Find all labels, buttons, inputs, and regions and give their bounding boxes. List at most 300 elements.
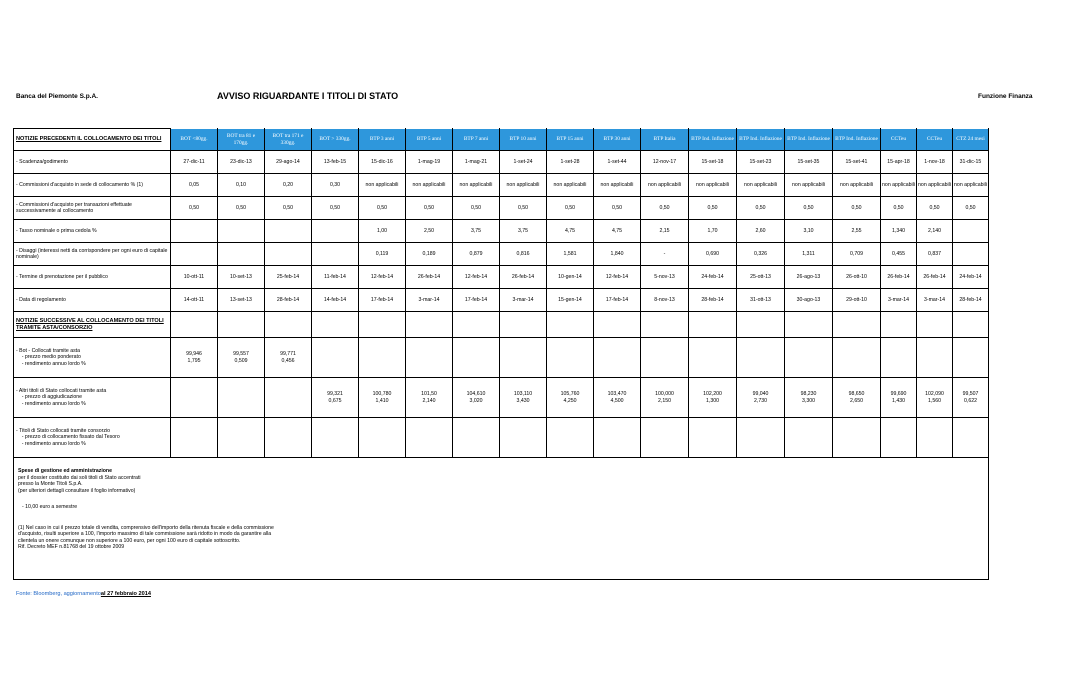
table-cell: 13-set-13: [218, 289, 265, 312]
row-label-line: - rendimento annuo lordo %: [16, 360, 86, 367]
row-label-line: - prezzo di aggiudicazione: [16, 394, 83, 401]
table-row: [14, 220, 989, 243]
column-header: CCTeu: [881, 129, 917, 151]
yield-value: 1,560: [928, 397, 941, 404]
yield-value: 0,509: [234, 357, 248, 364]
table-cell: [785, 338, 833, 378]
row-label-line: - Bot - Collocati tramite asta: [16, 347, 81, 354]
table-cell: 1,840: [594, 243, 641, 266]
table-cell: 8-nov-13: [641, 289, 689, 312]
table-cell: [547, 312, 594, 338]
table-cell: 12-feb-14: [453, 266, 500, 289]
table-cell: 0,50: [547, 197, 594, 220]
table-cell: [406, 378, 453, 418]
table-cell: [312, 312, 359, 338]
column-header: BTP Ind. Inflazione: [833, 129, 881, 151]
yield-value: 2,650: [850, 397, 863, 404]
table-cell: 17-feb-14: [359, 289, 406, 312]
price-value: 99,946: [186, 350, 202, 357]
table-cell: [641, 338, 689, 378]
table-cell: 0,50: [917, 197, 953, 220]
table-cell: 2,55: [833, 220, 881, 243]
table-cell: [689, 418, 737, 458]
table-cell: non applicabili: [689, 174, 737, 197]
table-cell: [953, 312, 989, 338]
table-cell: 0,837: [917, 243, 953, 266]
table-cell: [218, 312, 265, 338]
column-header: BOT tra 81 e 170gg.: [218, 129, 265, 151]
price-value: 99,771: [280, 350, 296, 357]
price-value: 102,090: [925, 390, 944, 397]
table-cell: 25-feb-14: [265, 266, 312, 289]
source-label: Fonte: Bloomberg, aggiornamento: [16, 591, 101, 597]
titles-table: [13, 128, 989, 580]
price-value: 100,780: [372, 390, 392, 397]
table-cell: 0,50: [218, 197, 265, 220]
expenses-line: Spese di gestione ed amministrazione: [18, 468, 112, 474]
expenses-line: per il dossier costituito dai soli titoli di Stato accentrati: [18, 474, 141, 481]
table-cell: [218, 243, 265, 266]
price-value: 104,610: [466, 390, 486, 397]
column-header: BTP Ind. Inflazione: [737, 129, 785, 151]
table-cell: [881, 338, 917, 378]
table-cell: 0,879: [453, 243, 500, 266]
table-cell: [312, 220, 359, 243]
table-cell: 0,05: [171, 174, 218, 197]
table-cell: [547, 418, 594, 458]
table-cell: 24-feb-14: [953, 266, 989, 289]
column-header: BTP 3 anni: [359, 129, 406, 151]
table-cell: non applicabili: [594, 174, 641, 197]
table-cell: 29-ott-10: [833, 289, 881, 312]
row-label: [14, 418, 171, 458]
table-cell: [453, 312, 500, 338]
table-cell: 0,50: [953, 197, 989, 220]
table-cell: [833, 338, 881, 378]
yield-value: 0,622: [964, 397, 977, 404]
row-label-line: - Altri titoli di Stato collocati tramite asta: [16, 387, 107, 394]
table-cell: 4,75: [547, 220, 594, 243]
table-cell: 0,50: [737, 197, 785, 220]
table-cell: [785, 312, 833, 338]
table-cell: [917, 378, 953, 418]
price-value: 102,200: [703, 390, 722, 397]
table-row: [14, 418, 989, 458]
row-label-line: - prezzo di collocamento fissato dal Tesoro: [16, 434, 120, 441]
table-cell: [359, 312, 406, 338]
table-cell: non applicabili: [953, 174, 989, 197]
table-cell: 2,15: [641, 220, 689, 243]
table-cell: 15-dic-16: [359, 151, 406, 174]
table-cell: [547, 378, 594, 418]
table-cell: [171, 378, 218, 418]
table-cell: [171, 243, 218, 266]
column-header: BOT tra 171 e 330gg.: [265, 129, 312, 151]
yield-value: 1,300: [706, 397, 719, 404]
table-cell: 0,189: [406, 243, 453, 266]
table-cell: 4,75: [594, 220, 641, 243]
table-cell: 10-set-13: [218, 266, 265, 289]
column-header: BTP Ind. Inflazione: [785, 129, 833, 151]
table-row: [14, 151, 989, 174]
column-header: BOT > 330gg.: [312, 129, 359, 151]
section-successive-title: NOTIZIE SUCCESSIVE AL COLLOCAMENTO DEI TITOLI TRAMITE ASTA/CONSORZIO: [14, 312, 171, 338]
table-cell: [500, 338, 547, 378]
table-cell: [737, 312, 785, 338]
row-label: [14, 378, 171, 418]
column-header: BOT <80gg.: [171, 129, 218, 151]
table-cell: 28-feb-14: [953, 289, 989, 312]
price-value: 103,110: [513, 390, 533, 397]
table-cell: 26-feb-14: [406, 266, 453, 289]
table-cell: 12-feb-14: [594, 266, 641, 289]
table-cell: 12-feb-14: [359, 266, 406, 289]
footnote-line: Rif. Decreto MEF n.81768 del 19 ottobre 2009: [18, 544, 125, 550]
yield-value: 2,140: [422, 397, 436, 404]
table-cell: [881, 418, 917, 458]
table-cell: [218, 220, 265, 243]
table-cell: [312, 378, 359, 418]
table-cell: [265, 378, 312, 418]
table-cell: 0,50: [833, 197, 881, 220]
column-header: BTP Italia: [641, 129, 689, 151]
table-cell: 14-feb-14: [312, 289, 359, 312]
table-cell: [500, 378, 547, 418]
table-cell: [453, 378, 500, 418]
table-cell: [689, 338, 737, 378]
expenses-block: [18, 468, 984, 494]
table-cell: [953, 418, 989, 458]
table-cell: 30-ago-13: [785, 289, 833, 312]
table-cell: [453, 338, 500, 378]
bank-name: Banca del Piemonte S.p.A.: [16, 93, 98, 100]
yield-value: 1,410: [375, 397, 389, 404]
department-name: Funzione Finanza: [978, 93, 1033, 100]
table-cell: [265, 312, 312, 338]
table-cell: [171, 418, 218, 458]
price-value: 103,470: [607, 390, 627, 397]
row-label: - Data di regolamento: [14, 289, 171, 312]
table-cell: [500, 418, 547, 458]
yield-value: 1,795: [187, 357, 201, 364]
footnote-line: clientela un onere comunque non superiore a 100 euro, per ogni 100 euro di capitale sottoscritto.: [18, 537, 241, 544]
yield-value: 3,430: [516, 397, 530, 404]
table-cell: [953, 338, 989, 378]
table-cell: non applicabili: [547, 174, 594, 197]
table-cell: 0,50: [359, 197, 406, 220]
table-cell: 1-set-28: [547, 151, 594, 174]
price-value: 105,760: [560, 390, 580, 397]
table-cell: [406, 312, 453, 338]
table-cell: [406, 418, 453, 458]
table-cell: 28-feb-14: [265, 289, 312, 312]
column-header: BTP 15 anni: [547, 129, 594, 151]
row-label: - Tasso nominale o prima cedola %: [14, 220, 171, 243]
table-cell: [594, 418, 641, 458]
table-cell: 3-mar-14: [917, 289, 953, 312]
price-value: 98,230: [800, 390, 817, 397]
table-cell: 24-feb-14: [689, 266, 737, 289]
table-cell: [953, 220, 989, 243]
table-cell: 11-feb-14: [312, 266, 359, 289]
table-cell: [953, 243, 989, 266]
table-cell: 1,00: [359, 220, 406, 243]
table-cell: non applicabili: [641, 174, 689, 197]
table-cell: [881, 378, 917, 418]
table-cell: [689, 312, 737, 338]
table-cell: [594, 312, 641, 338]
table-cell: 10-gen-14: [547, 266, 594, 289]
table-cell: 12-nov-17: [641, 151, 689, 174]
price-value: 101,50: [421, 390, 437, 397]
table-cell: [406, 338, 453, 378]
table-cell: 15-apr-18: [881, 151, 917, 174]
table-cell: non applicabili: [833, 174, 881, 197]
yield-value: 2,730: [754, 397, 767, 404]
yield-value: 4,250: [563, 397, 577, 404]
table-cell: 10-ott-11: [171, 266, 218, 289]
footnote-line: (1) Nel caso in cui il prezzo totale di vendita, comprensivo dell'importo della ritenuta fiscale e della commissione: [18, 524, 274, 531]
row-label-line: - prezzo medio ponderato: [16, 354, 81, 361]
notes-block: [14, 458, 989, 580]
table-cell: [594, 338, 641, 378]
table-cell: [917, 312, 953, 338]
price-value: 99,321: [327, 390, 343, 397]
table-cell: 0,50: [641, 197, 689, 220]
table-cell: [453, 418, 500, 458]
column-header: CTZ 24 mesi: [953, 129, 989, 151]
table-cell: 26-ott-10: [833, 266, 881, 289]
table-cell: [917, 338, 953, 378]
table-cell: 2,50: [406, 220, 453, 243]
price-value: 99,507: [962, 390, 979, 397]
table-cell: [594, 378, 641, 418]
table-cell: [641, 378, 689, 418]
yield-value: 1,430: [892, 397, 905, 404]
table-cell: 15-set-41: [833, 151, 881, 174]
table-cell: 2,140: [917, 220, 953, 243]
table-cell: 0,30: [312, 174, 359, 197]
table-row: [14, 266, 989, 289]
table-cell: 0,50: [312, 197, 359, 220]
table-cell: 26-feb-14: [881, 266, 917, 289]
expenses-line: presso la Monte Titoli S.p.A.: [18, 481, 83, 487]
column-header: BTP Ind. Inflazione: [689, 129, 737, 151]
table-cell: non applicabili: [917, 174, 953, 197]
row-label: - Commissioni d'acquisto per transazioni effettuate successivamente al collocamento: [14, 197, 171, 220]
row-label-line: - rendimento annuo lordo %: [16, 440, 86, 447]
table-cell: 3-mar-14: [881, 289, 917, 312]
table-cell: 0,50: [594, 197, 641, 220]
table-cell: [218, 378, 265, 418]
table-cell: [359, 378, 406, 418]
table-cell: 0,50: [689, 197, 737, 220]
table-cell: [265, 243, 312, 266]
table-cell: -: [641, 243, 689, 266]
table-cell: [312, 243, 359, 266]
table-cell: [917, 418, 953, 458]
table-cell: 0,50: [265, 197, 312, 220]
table-cell: 29-ago-14: [265, 151, 312, 174]
table-cell: [171, 338, 218, 378]
table-row: [14, 289, 989, 312]
price-value: 99,040: [752, 390, 769, 397]
table-cell: 0,50: [453, 197, 500, 220]
price-value: 100,000: [655, 390, 674, 397]
price-value: 99,557: [233, 350, 249, 357]
table-cell: [833, 378, 881, 418]
table-cell: 17-feb-14: [453, 289, 500, 312]
table-cell: non applicabili: [500, 174, 547, 197]
table-cell: 1,340: [881, 220, 917, 243]
table-cell: [833, 418, 881, 458]
section-previous-title: NOTIZIE PRECEDENTI IL COLLOCAMENTO DEI TITOLI: [14, 129, 171, 151]
table-cell: 1,581: [547, 243, 594, 266]
column-header: BTP 10 anni: [500, 129, 547, 151]
table-cell: 1-mag-19: [406, 151, 453, 174]
expenses-line: (per ulteriori dettagli consultare il foglio informativo): [18, 487, 136, 494]
yield-value: 0,675: [328, 397, 342, 404]
table-cell: 26-feb-14: [917, 266, 953, 289]
table-cell: 3,10: [785, 220, 833, 243]
table-cell: [785, 378, 833, 418]
table-cell: 1-set-24: [500, 151, 547, 174]
table-cell: [785, 418, 833, 458]
table-cell: non applicabili: [359, 174, 406, 197]
price-value: 99,690: [890, 390, 907, 397]
table-cell: 1-mag-21: [453, 151, 500, 174]
table-cell: 0,326: [737, 243, 785, 266]
table-cell: 1,70: [689, 220, 737, 243]
table-cell: 0,10: [218, 174, 265, 197]
column-header: BTP 30 anni: [594, 129, 641, 151]
table-cell: [833, 312, 881, 338]
table-cell: 27-dic-11: [171, 151, 218, 174]
yield-value: 3,020: [469, 397, 483, 404]
table-cell: 2,60: [737, 220, 785, 243]
table-cell: 0,50: [406, 197, 453, 220]
table-cell: [171, 220, 218, 243]
table-cell: [265, 338, 312, 378]
table-cell: [171, 312, 218, 338]
table-cell: 1,311: [785, 243, 833, 266]
table-cell: 0,816: [500, 243, 547, 266]
table-cell: non applicabili: [737, 174, 785, 197]
table-cell: [641, 312, 689, 338]
table-row: [14, 338, 989, 378]
table-cell: [312, 338, 359, 378]
yield-value: 3,300: [802, 397, 815, 404]
table-cell: [359, 418, 406, 458]
table-cell: 0,50: [500, 197, 547, 220]
table-cell: 14-ott-11: [171, 289, 218, 312]
row-label-line: - Titoli di Stato collocati tramite consorzio: [16, 427, 110, 434]
yield-value: 2,150: [658, 397, 671, 404]
row-label: [14, 338, 171, 378]
table-cell: 0,20: [265, 174, 312, 197]
table-cell: 1-nov-18: [917, 151, 953, 174]
footnote-line: d'acquisto, risulti superiore a 100, l'importo massimo di tale commissione sarà ridotto in modo da garantire alla: [18, 531, 272, 537]
table-cell: [359, 338, 406, 378]
table-cell: 3-mar-14: [500, 289, 547, 312]
page-title: AVVISO RIGUARDANTE I TITOLI DI STATO: [217, 91, 399, 101]
table-cell: 15-set-23: [737, 151, 785, 174]
table-row: [14, 174, 989, 197]
update-date: al 27 febbraio 2014: [100, 591, 151, 597]
table-cell: 0,709: [833, 243, 881, 266]
table-cell: 15-set-18: [689, 151, 737, 174]
table-cell: [737, 338, 785, 378]
table-row: [14, 378, 989, 418]
table-cell: 0,50: [785, 197, 833, 220]
table-cell: 26-feb-14: [500, 266, 547, 289]
table-cell: 3,75: [453, 220, 500, 243]
table-cell: non applicabili: [785, 174, 833, 197]
table-cell: [265, 220, 312, 243]
table-cell: 15-set-35: [785, 151, 833, 174]
table-cell: [737, 418, 785, 458]
row-label-line: - rendimento annuo lordo %: [16, 400, 86, 407]
table-cell: 31-ott-13: [737, 289, 785, 312]
table-cell: [500, 312, 547, 338]
table-row: [14, 243, 989, 266]
table-cell: 31-dic-15: [953, 151, 989, 174]
row-label: - Commissioni d'acquisto in sede di collocamento % (1): [14, 174, 171, 197]
price-value: 98,650: [848, 390, 865, 397]
column-header: BTP 5 anni: [406, 129, 453, 151]
table-cell: non applicabili: [453, 174, 500, 197]
table-cell: [547, 338, 594, 378]
table-cell: 25-ott-13: [737, 266, 785, 289]
table-cell: 5-nov-13: [641, 266, 689, 289]
table-cell: non applicabili: [881, 174, 917, 197]
table-cell: [737, 378, 785, 418]
table-cell: 26-ago-13: [785, 266, 833, 289]
column-header: CCTeu: [917, 129, 953, 151]
table-cell: 0,455: [881, 243, 917, 266]
table-cell: [953, 378, 989, 418]
table-row: [14, 197, 989, 220]
table-cell: 17-feb-14: [594, 289, 641, 312]
table-cell: [881, 312, 917, 338]
table-cell: 23-dic-13: [218, 151, 265, 174]
table-cell: 0,690: [689, 243, 737, 266]
table-cell: [689, 378, 737, 418]
table-cell: 0,50: [881, 197, 917, 220]
source-footer: [16, 591, 151, 597]
table-cell: 28-feb-14: [689, 289, 737, 312]
table-cell: [312, 418, 359, 458]
yield-value: 0,456: [281, 357, 295, 364]
table-cell: 0,50: [171, 197, 218, 220]
row-label: - Disaggi (interessi netti da corrispondere per ogni euro di capitale nominale): [14, 243, 171, 266]
column-header: BTP 7 anni: [453, 129, 500, 151]
table-cell: [218, 418, 265, 458]
table-cell: 13-feb-15: [312, 151, 359, 174]
table-cell: 3-mar-14: [406, 289, 453, 312]
row-label: - Termine di prenotazione per il pubblico: [14, 266, 171, 289]
table-cell: 3,75: [500, 220, 547, 243]
yield-value: 4,500: [610, 397, 624, 404]
expenses-value: - 10,00 euro a semestre: [22, 504, 78, 510]
table-cell: [265, 418, 312, 458]
row-label: - Scadenza/godimento: [14, 151, 171, 174]
table-cell: non applicabili: [406, 174, 453, 197]
table-cell: 15-gen-14: [547, 289, 594, 312]
table-cell: 1-set-44: [594, 151, 641, 174]
table-cell: 0,119: [359, 243, 406, 266]
table-cell: [218, 338, 265, 378]
